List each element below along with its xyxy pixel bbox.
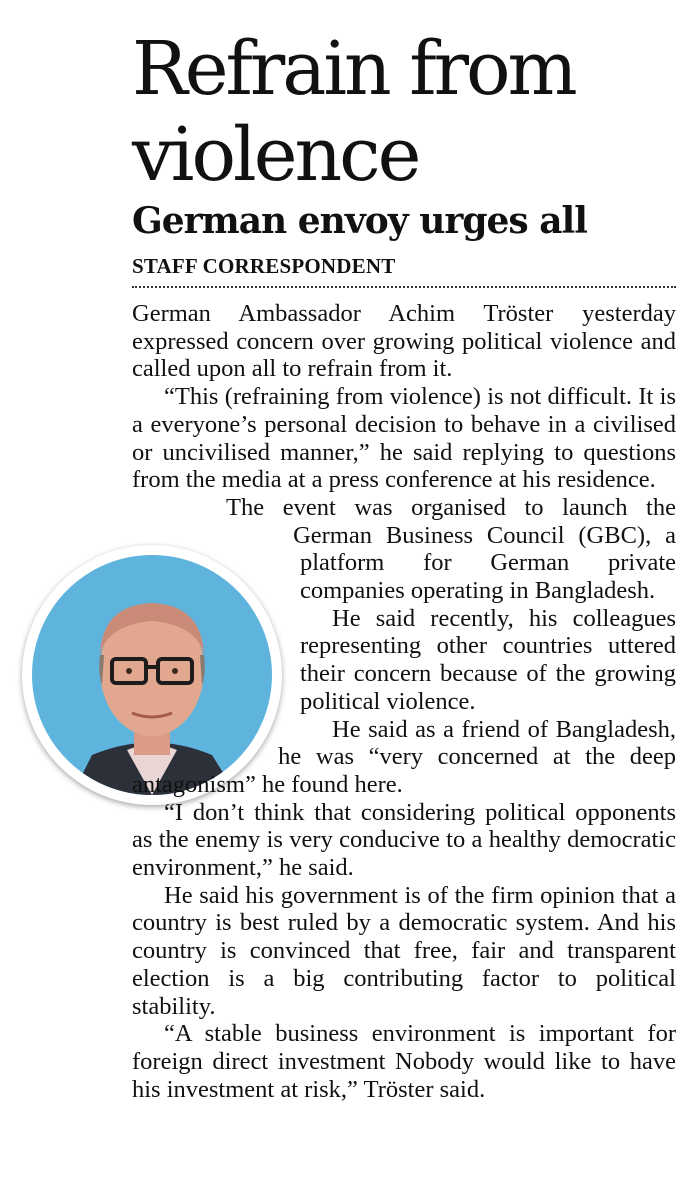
paragraph: He said as a friend of Bangladesh, he was “very concerned at the deep antagonism” he found here. <box>132 715 676 798</box>
paragraph: The event was organised to launch the German Business Council (GBC), a platform for German private companies operating in Bangladesh. <box>226 493 676 605</box>
subheadline: German envoy urges all <box>132 200 587 242</box>
photo-text-wrap-space <box>0 488 300 788</box>
byline: STAFF CORRESPONDENT <box>132 254 396 278</box>
dotted-divider <box>132 286 676 288</box>
paragraph: “A stable business environment is important for foreign direct investment Nobody would like to have his investment at risk,” Tröster said. <box>132 1020 676 1103</box>
article <box>132 26 676 1103</box>
headline: Refrain from violence <box>132 26 575 198</box>
paragraph: He said recently, his colleagues representing other countries uttered their concern because of the growing political violence. <box>300 604 676 715</box>
paragraph: German Ambassador Achim Tröster yesterday expressed concern over growing political violence and called upon all to refrain from it. <box>132 300 676 383</box>
paragraph: “This (refraining from violence) is not difficult. It is a everyone’s personal decision to behave in a civilised or uncivilised manner,” he said replying to questions from the media at a press conference at his residence. <box>132 383 676 494</box>
paragraph: He said his government is of the firm opinion that a country is best ruled by a democratic system. And his country is convinced that free, fair and transparent election is a big contributing factor to political stability. <box>132 881 676 1020</box>
article-body <box>132 300 676 1103</box>
paragraph: “I don’t think that considering political opponents as the enemy is very conducive to a healthy democratic environment,” he said. <box>132 798 676 882</box>
